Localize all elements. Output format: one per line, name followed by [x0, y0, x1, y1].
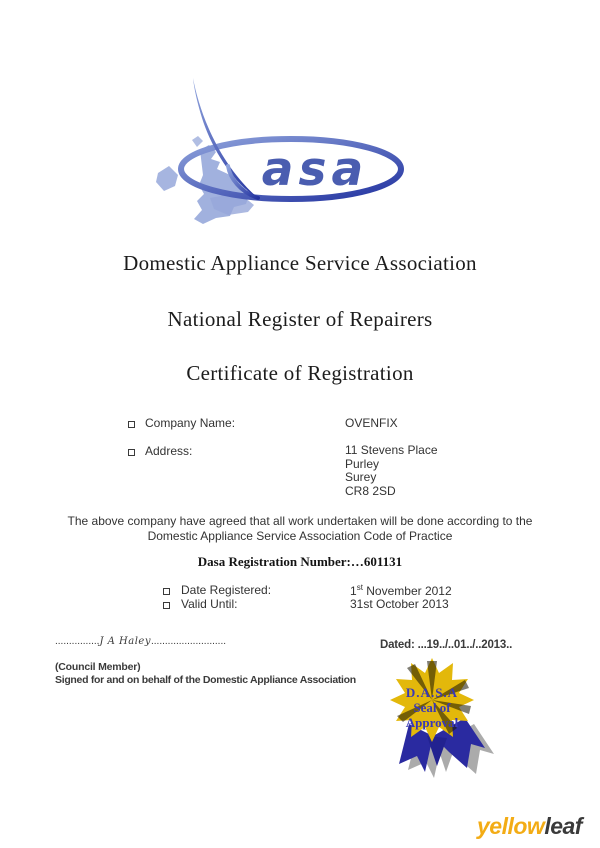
valid-until-label: Valid Until:	[181, 597, 238, 611]
company-name-value: OVENFIX	[345, 416, 398, 430]
seal-text-approval: Approval	[405, 715, 459, 730]
address-line: Surey	[345, 470, 377, 484]
association-title: Domestic Appliance Service Association	[123, 251, 477, 275]
certificate-title: Certificate of Registration	[186, 361, 414, 385]
seal-text-dasa: D.A.S.A	[405, 685, 459, 700]
yellowleaf-logo	[477, 813, 582, 840]
signature-dots-left: ................	[55, 636, 100, 647]
date-rest: November 2012	[362, 584, 452, 598]
logo-script-text: asa	[261, 142, 369, 197]
date-ordinal: st	[356, 583, 363, 592]
bullet-address	[128, 449, 135, 456]
agreement-line-1: The above company have agreed that all work undertaken will be done according to the	[67, 514, 533, 528]
address-value	[345, 444, 438, 498]
register-title: National Register of Repairers	[167, 307, 433, 331]
valid-until-value: 31st October 2013	[350, 597, 449, 611]
address-line: 11 Stevens Place	[345, 443, 438, 457]
signature-name: J A Haley	[99, 636, 151, 647]
dated-field: Dated: ...19../..01../..2013..	[380, 639, 513, 651]
registration-number: Dasa Registration Number:…601131	[197, 554, 403, 569]
address-label: Address:	[145, 444, 193, 458]
council-member-label: (Council Member)	[55, 661, 141, 673]
yellowleaf-logo-yellow: yellow	[477, 813, 545, 839]
agreement-line-2: Domestic Appliance Service Association Code of Practice	[147, 529, 453, 543]
bullet-valid-until	[163, 602, 170, 609]
seal-text-seal-of: Seal of	[413, 700, 451, 715]
dasa-logo	[140, 70, 430, 235]
address-line: CR8 2SD	[345, 483, 396, 498]
dasa-seal	[383, 656, 501, 782]
signature-dots-right: ...........................	[151, 636, 227, 647]
agreement-paragraph	[0, 514, 600, 544]
date-registered-value	[350, 583, 452, 598]
signature-line	[55, 636, 226, 647]
yellowleaf-logo-leaf: leaf	[544, 813, 582, 839]
company-name-label: Company Name:	[145, 416, 236, 430]
signed-on-behalf-label: Signed for and on behalf of the Domestic Appliance Association	[55, 674, 356, 686]
date-registered-label: Date Registered:	[181, 583, 272, 597]
bullet-date-registered	[163, 588, 170, 595]
address-line: Purley	[345, 456, 380, 471]
bullet-company	[128, 421, 135, 428]
date-day: 1	[350, 584, 357, 598]
